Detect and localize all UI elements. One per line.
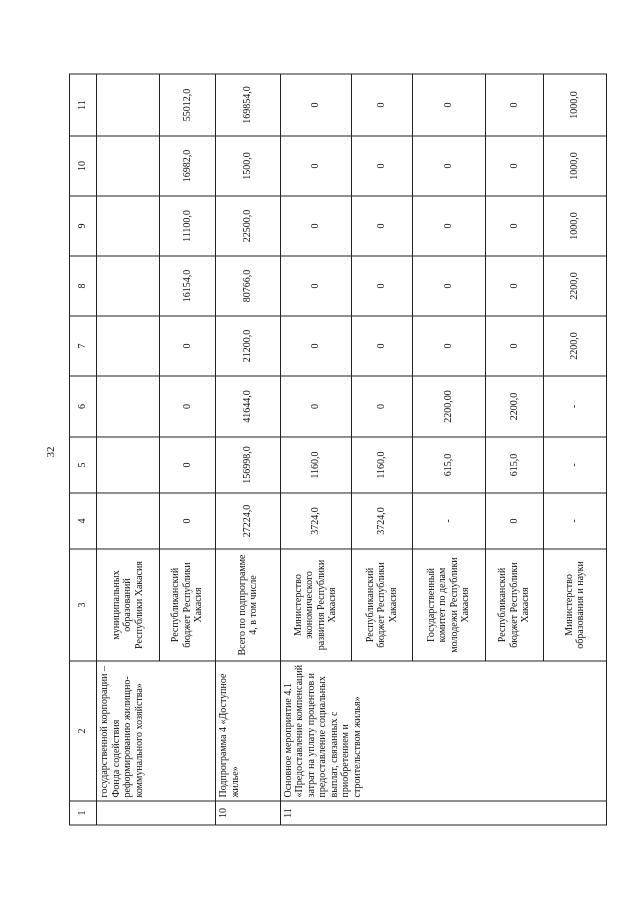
table-row bbox=[216, 74, 281, 825]
value-cell: 1160,0 bbox=[351, 437, 412, 493]
value-cell: 1000,0 bbox=[544, 136, 607, 196]
value-cell: 0 bbox=[412, 136, 485, 196]
header-cell: 8 bbox=[70, 256, 97, 316]
row-number-cell: 10 bbox=[216, 801, 281, 825]
value-cell: 1000,0 bbox=[544, 196, 607, 256]
value-cell: 0 bbox=[351, 136, 412, 196]
value-cell: 11100,0 bbox=[159, 196, 215, 256]
header-cell: 11 bbox=[70, 74, 97, 136]
value-cell: - bbox=[544, 437, 607, 493]
value-cell: 41644,0 bbox=[216, 376, 281, 437]
header-row bbox=[70, 74, 97, 825]
value-cell: 0 bbox=[485, 136, 544, 196]
responsible-cell: Республиканский бюджет Республики Хакасия bbox=[351, 549, 412, 661]
value-cell: 0 bbox=[159, 493, 215, 549]
value-cell: 615,0 bbox=[412, 437, 485, 493]
value-cell: 22500,0 bbox=[216, 196, 281, 256]
value-cell: 2200,0 bbox=[544, 316, 607, 376]
value-cell: 0 bbox=[485, 196, 544, 256]
value-cell: 0 bbox=[159, 376, 215, 437]
value-cell: 0 bbox=[280, 376, 351, 437]
value-cell: 0 bbox=[351, 376, 412, 437]
value-cell: 1160,0 bbox=[280, 437, 351, 493]
value-cell: 0 bbox=[351, 196, 412, 256]
value-cell: 3724,0 bbox=[280, 493, 351, 549]
value-cell: 0 bbox=[280, 196, 351, 256]
value-cell: 16154,0 bbox=[159, 256, 215, 316]
page-number: 32 bbox=[45, 446, 57, 458]
value-cell: 2200,0 bbox=[544, 256, 607, 316]
value-cell: 0 bbox=[412, 316, 485, 376]
responsible-cell: Министерство экономического развития Республики Хакасия bbox=[280, 549, 351, 661]
value-cell bbox=[97, 437, 160, 493]
value-cell bbox=[97, 74, 160, 136]
program-name-cell: государственной корпорации – Фонда содействия реформированию жилищно-коммунального хозяйства» bbox=[97, 661, 216, 801]
value-cell bbox=[97, 493, 160, 549]
responsible-cell: Государственный комитет по делам молодежи Республики Хакасия bbox=[412, 549, 485, 661]
budget-table-container bbox=[69, 75, 607, 826]
value-cell: 0 bbox=[280, 136, 351, 196]
row-number-cell: 11 bbox=[280, 801, 606, 825]
header-cell: 5 bbox=[70, 437, 97, 493]
header-cell: 9 bbox=[70, 196, 97, 256]
program-name-cell: Подпрограмма 4 «Доступное жилье» bbox=[216, 661, 281, 801]
value-cell bbox=[97, 256, 160, 316]
value-cell: 0 bbox=[412, 74, 485, 136]
value-cell: 156998,0 bbox=[216, 437, 281, 493]
value-cell bbox=[97, 376, 160, 437]
responsible-cell: Республиканский бюджет Республики Хакасия bbox=[159, 549, 215, 661]
value-cell: 0 bbox=[412, 256, 485, 316]
value-cell: 0 bbox=[280, 74, 351, 136]
header-cell: 7 bbox=[70, 316, 97, 376]
value-cell: 0 bbox=[485, 316, 544, 376]
header-cell: 6 bbox=[70, 376, 97, 437]
header-cell: 4 bbox=[70, 493, 97, 549]
program-name-cell: Основное мероприятие 4.1 «Предоставление компенсаций затрат на уплату процентов и предоставление социальных выплат, связанных с приобретением и строительством жилья» bbox=[280, 661, 606, 801]
value-cell: 2200,00 bbox=[412, 376, 485, 437]
budget-table bbox=[69, 74, 607, 826]
value-cell: 21200,0 bbox=[216, 316, 281, 376]
header-cell: 10 bbox=[70, 136, 97, 196]
value-cell bbox=[97, 196, 160, 256]
table-row bbox=[97, 74, 160, 825]
value-cell bbox=[97, 136, 160, 196]
value-cell: 55012,0 bbox=[159, 74, 215, 136]
value-cell: 0 bbox=[351, 316, 412, 376]
value-cell: 0 bbox=[485, 74, 544, 136]
value-cell: 0 bbox=[280, 316, 351, 376]
value-cell: 169854,0 bbox=[216, 74, 281, 136]
header-cell: 1 bbox=[70, 801, 97, 825]
header-cell: 3 bbox=[70, 549, 97, 661]
value-cell: 0 bbox=[351, 256, 412, 316]
value-cell: - bbox=[544, 493, 607, 549]
value-cell: 0 bbox=[351, 74, 412, 136]
value-cell: 80766,0 bbox=[216, 256, 281, 316]
value-cell: 615,0 bbox=[485, 437, 544, 493]
value-cell: 3724,0 bbox=[351, 493, 412, 549]
value-cell bbox=[97, 316, 160, 376]
header-cell: 2 bbox=[70, 661, 97, 801]
value-cell: 2200,0 bbox=[485, 376, 544, 437]
responsible-cell: Всего по подпрограмме 4, в том числе bbox=[216, 549, 281, 661]
value-cell: 0 bbox=[412, 196, 485, 256]
responsible-cell: Министерство образования и науки bbox=[544, 549, 607, 661]
responsible-cell: муниципальных образований Республики Хакасия bbox=[97, 549, 160, 661]
value-cell: 1500,0 bbox=[216, 136, 281, 196]
value-cell: 27224,0 bbox=[216, 493, 281, 549]
value-cell: 16982,0 bbox=[159, 136, 215, 196]
value-cell: 0 bbox=[159, 316, 215, 376]
row-number-cell bbox=[97, 801, 216, 825]
value-cell: 0 bbox=[485, 256, 544, 316]
value-cell: - bbox=[412, 493, 485, 549]
value-cell: 1000,0 bbox=[544, 74, 607, 136]
value-cell: - bbox=[544, 376, 607, 437]
responsible-cell: Республиканский бюджет Республики Хакасия bbox=[485, 549, 544, 661]
value-cell: 0 bbox=[280, 256, 351, 316]
table-row bbox=[280, 74, 351, 825]
value-cell: 0 bbox=[485, 493, 544, 549]
value-cell: 0 bbox=[159, 437, 215, 493]
